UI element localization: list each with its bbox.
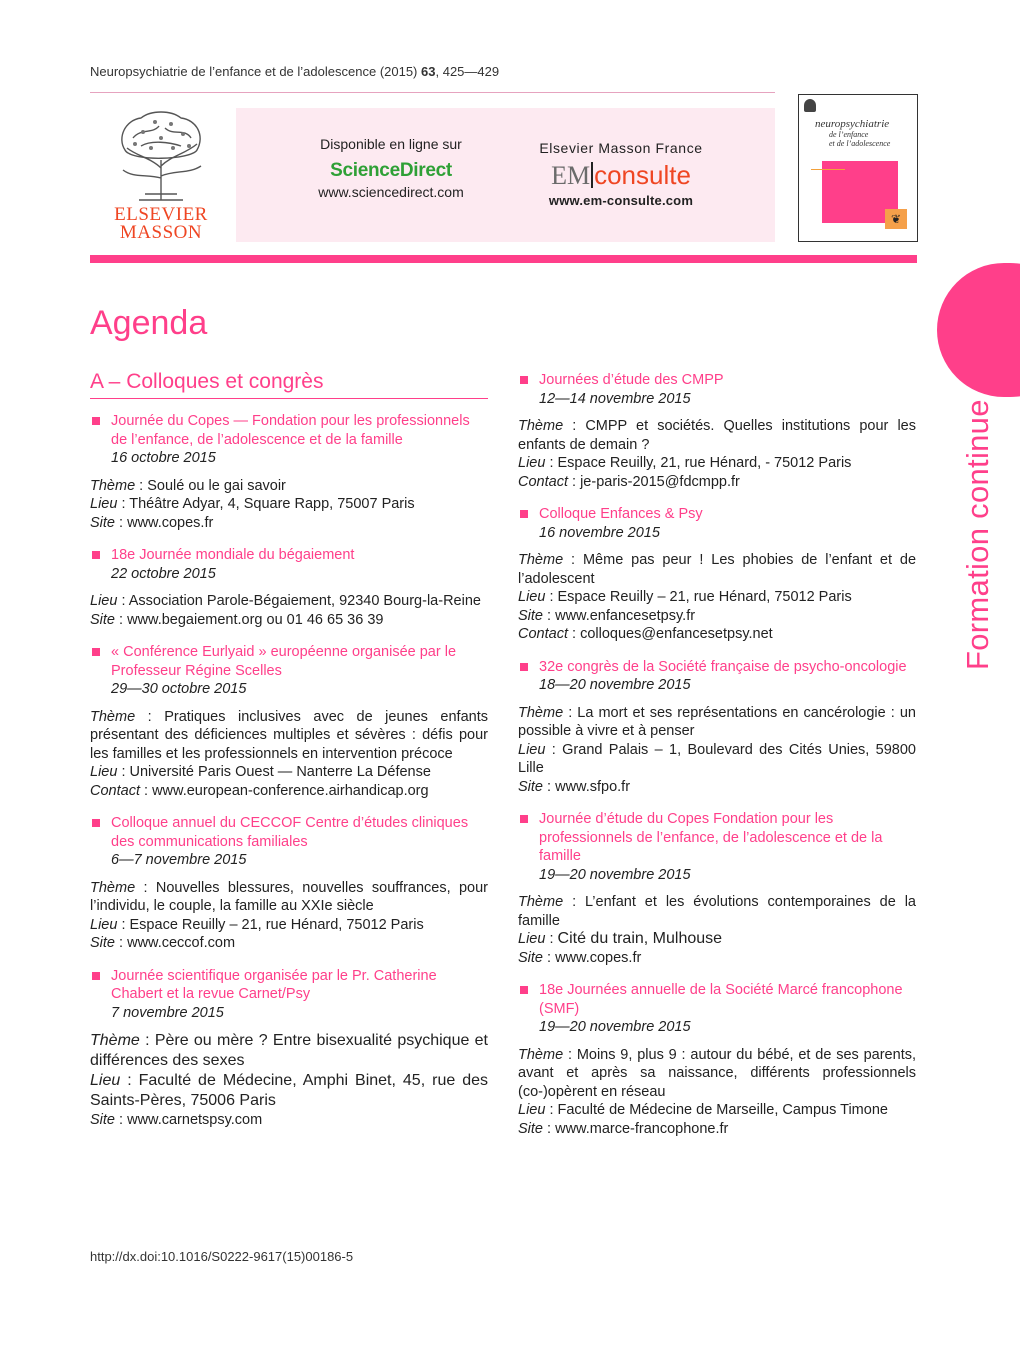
- event-item: [518, 810, 916, 967]
- event-site: Site : www.marce-francophone.fr: [518, 1120, 729, 1137]
- availability-banner: [236, 108, 775, 242]
- event-lieu: Lieu : Association Parole-Bégaiement, 92340 Bourg-la-Reine: [90, 593, 481, 609]
- square-bullet-icon: [92, 648, 100, 656]
- event-lieu: Lieu : Espace Reuilly – 21, rue Hénard, 75012 Paris: [90, 916, 424, 933]
- consulte-logo-text: consulte: [594, 160, 691, 190]
- event-site-link[interactable]: www.ceccof.com: [127, 935, 236, 951]
- sciencedirect-block: [236, 136, 546, 200]
- event-theme: Thème : Père ou mère ? Entre bisexualité psychique et différences des sexes: [90, 1032, 489, 1069]
- right-column: [518, 371, 916, 1152]
- event-title: Journée d’étude du Copes Fondation pour les professionnels de l’enfance, de l’adolescence et de la famille: [518, 810, 916, 866]
- cover-orange-line: [811, 169, 845, 170]
- header-pink-rule: [90, 255, 917, 263]
- cover-elsevier-icon: [804, 99, 816, 112]
- cover-title-line1: neuropsychiatrie: [815, 118, 890, 130]
- square-bullet-icon: [520, 815, 528, 823]
- event-date: 19—20 novembre 2015: [539, 866, 691, 883]
- event-theme: Thème : Soulé ou le gai savoir: [90, 477, 286, 494]
- emconsulte-url[interactable]: www.em-consulte.com: [548, 193, 694, 208]
- event-item: [518, 658, 916, 797]
- event-site: Site : www.carnetspsy.com: [90, 1112, 263, 1128]
- header-divider: [90, 92, 775, 93]
- em-logo-bar: [591, 162, 593, 188]
- event-contact-link[interactable]: je-paris-2015@fdcmpp.fr: [580, 473, 740, 490]
- event-contact-link[interactable]: www.european-conference.airhandicap.org: [152, 782, 429, 799]
- event-title: 18e Journées annuelle de la Société Marcé francophone (SMF): [518, 981, 916, 1018]
- side-tab: [937, 263, 1020, 397]
- event-title: Journées d’étude des CMPP: [518, 371, 916, 390]
- event-theme: Thème : La mort et ses représentations en cancérologie : un possible à vivre et à penser: [518, 704, 916, 739]
- cover-title-line2: de l’enfance: [829, 130, 869, 139]
- event-lieu: Lieu : Cité du train, Mulhouse: [518, 930, 723, 947]
- event-theme: Thème : L’enfant et les évolutions contemporaines de la famille: [518, 894, 916, 929]
- event-lieu: Lieu : Faculté de Médecine de Marseille, Campus Timone: [518, 1102, 888, 1118]
- available-online-text: Disponible en ligne sur: [320, 136, 462, 152]
- square-bullet-icon: [92, 417, 100, 425]
- event-site: Site : www.copes.fr: [518, 949, 642, 966]
- event-site-link[interactable]: www.carnetspsy.com: [127, 1112, 263, 1128]
- event-title: 32e congrès de la Société française de psycho-oncologie: [518, 658, 916, 677]
- event-item: [518, 981, 916, 1138]
- emconsulte-logo: [516, 160, 726, 191]
- square-bullet-icon: [92, 819, 100, 827]
- event-item: [90, 967, 488, 1130]
- event-site-link[interactable]: www.marce-francophone.fr: [555, 1120, 729, 1137]
- em-logo-text: EM: [551, 161, 591, 190]
- event-site-link[interactable]: www.sfpo.fr: [555, 778, 631, 795]
- left-column: [90, 370, 488, 1144]
- event-item: [518, 505, 916, 644]
- event-title: Journée du Copes — Fondation pour les professionnels de l’enfance, de l’adolescence et de la famille: [90, 412, 488, 449]
- cover-title-line3: et de l’adolescence: [829, 139, 891, 148]
- event-title: « Conférence Eurlyaid » européenne organisée par le Professeur Régine Scelles: [90, 643, 488, 680]
- event-date: 22 octobre 2015: [111, 565, 216, 582]
- journal-pages: , 425—429: [435, 64, 500, 79]
- square-bullet-icon: [520, 376, 528, 384]
- square-bullet-icon: [92, 551, 100, 559]
- event-title: Colloque annuel du CECCOF Centre d’études cliniques des communications familiales: [90, 814, 488, 851]
- page-title: Agenda: [90, 304, 208, 342]
- section-heading: A – Colloques et congrès: [90, 370, 488, 399]
- event-title: Journée scientifique organisée par le Pr. Catherine Chabert et la revue Carnet/Psy: [90, 967, 488, 1004]
- event-site: Site : www.copes.fr: [90, 514, 214, 531]
- journal-volume: 63: [421, 64, 436, 79]
- logo-line-elsevier: ELSEVIER: [114, 204, 208, 225]
- event-date: 16 novembre 2015: [539, 524, 660, 541]
- event-theme: Thème : Même pas peur ! Les phobies de l’enfant et de l’adolescent: [518, 552, 917, 587]
- event-title: Colloque Enfances & Psy: [518, 505, 916, 524]
- square-bullet-icon: [520, 986, 528, 994]
- cover-badge-icon: ❦: [885, 209, 907, 229]
- sciencedirect-url[interactable]: www.sciencedirect.com: [318, 184, 464, 200]
- event-contact: Contact : www.european-conference.airhandicap.org: [90, 782, 429, 799]
- event-contact: Contact : je-paris-2015@fdcmpp.fr: [518, 473, 740, 490]
- event-date: 12—14 novembre 2015: [539, 390, 691, 407]
- event-date: 16 octobre 2015: [111, 450, 216, 466]
- event-item: [90, 412, 488, 532]
- event-theme: Thème : Pratiques inclusives avec de jeunes enfants présentant des déficiences multiples et sévères : défis pour les familles et les professionnels en intervention précoce: [90, 708, 488, 762]
- event-site: Site : www.sfpo.fr: [518, 778, 631, 795]
- event-item: [90, 643, 488, 800]
- event-contact: Contact : colloques@enfancesetpsy.net: [518, 626, 773, 642]
- sciencedirect-logo: ScienceDirect: [330, 160, 452, 181]
- event-item: [90, 814, 488, 953]
- doi-link[interactable]: http://dx.doi:10.1016/S0222-9617(15)00186-5: [90, 1249, 354, 1264]
- event-theme: Thème : Moins 9, plus 9 : autour du bébé, et de ses parents, avant et après sa naissance, différents professionnels (co-)opèrent en réseau: [518, 1046, 916, 1100]
- event-lieu: Lieu : Université Paris Ouest — Nanterre La Défense: [90, 764, 431, 780]
- event-date: 19—20 novembre 2015: [539, 1019, 691, 1035]
- journal-year: (2015): [379, 64, 418, 79]
- event-date: 7 novembre 2015: [111, 1004, 224, 1021]
- event-lieu: Lieu : Espace Reuilly – 21, rue Hénard, 75012 Paris: [518, 589, 852, 605]
- square-bullet-icon: [520, 663, 528, 671]
- journal-cover: [798, 94, 918, 242]
- event-item: [518, 371, 916, 491]
- event-site: Site : www.begaiement.org ou 01 46 65 36 39: [90, 611, 384, 628]
- event-date: 6—7 novembre 2015: [111, 852, 247, 868]
- event-lieu: Lieu : Théâtre Adyar, 4, Square Rapp, 75007 Paris: [90, 496, 415, 512]
- cover-title: [815, 119, 890, 148]
- event-site: Site : www.enfancesetpsy.fr: [518, 607, 696, 624]
- event-site-link[interactable]: www.enfancesetpsy.fr: [555, 607, 696, 624]
- journal-reference: [90, 64, 499, 79]
- emconsulte-block: [516, 140, 726, 208]
- event-item: [90, 546, 488, 629]
- event-contact-link[interactable]: colloques@enfancesetpsy.net: [580, 626, 773, 642]
- elsevier-masson-logo: [105, 108, 217, 244]
- event-theme: Thème : Nouvelles blessures, nouvelles souffrances, pour l’individu, le couple, la famille au XXIe siècle: [90, 879, 488, 914]
- event-theme: Thème : CMPP et sociétés. Quelles institutions pour les enfants de demain ?: [518, 418, 916, 453]
- event-site-link[interactable]: www.begaiement.org ou 01 46 65 36 39: [127, 611, 384, 628]
- side-label-formation-continue: Formation continue: [960, 399, 995, 670]
- event-title: 18e Journée mondiale du bégaiement: [90, 546, 488, 565]
- event-lieu: Lieu : Espace Reuilly, 21, rue Hénard, - 75012 Paris: [518, 455, 852, 471]
- elsevier-tree-icon: [111, 108, 211, 204]
- event-date: 29—30 octobre 2015: [111, 681, 247, 697]
- event-site-link[interactable]: www.copes.fr: [127, 514, 214, 531]
- logo-line-masson: MASSON: [119, 222, 203, 243]
- event-site: Site : www.ceccof.com: [90, 935, 236, 951]
- journal-name: Neuropsychiatrie de l’enfance et de l’adolescence: [90, 64, 377, 79]
- event-lieu: Lieu : Faculté de Médecine, Amphi Binet, 45, rue des Saints-Pères, 75006 Paris: [90, 1072, 488, 1109]
- elsevier-masson-france-text: Elsevier Masson France: [539, 140, 703, 156]
- event-date: 18—20 novembre 2015: [539, 677, 691, 693]
- event-site-link[interactable]: www.copes.fr: [555, 949, 642, 966]
- square-bullet-icon: [520, 510, 528, 518]
- square-bullet-icon: [92, 972, 100, 980]
- event-lieu: Lieu : Grand Palais – 1, Boulevard des Cités Unies, 59800 Lille: [518, 741, 916, 776]
